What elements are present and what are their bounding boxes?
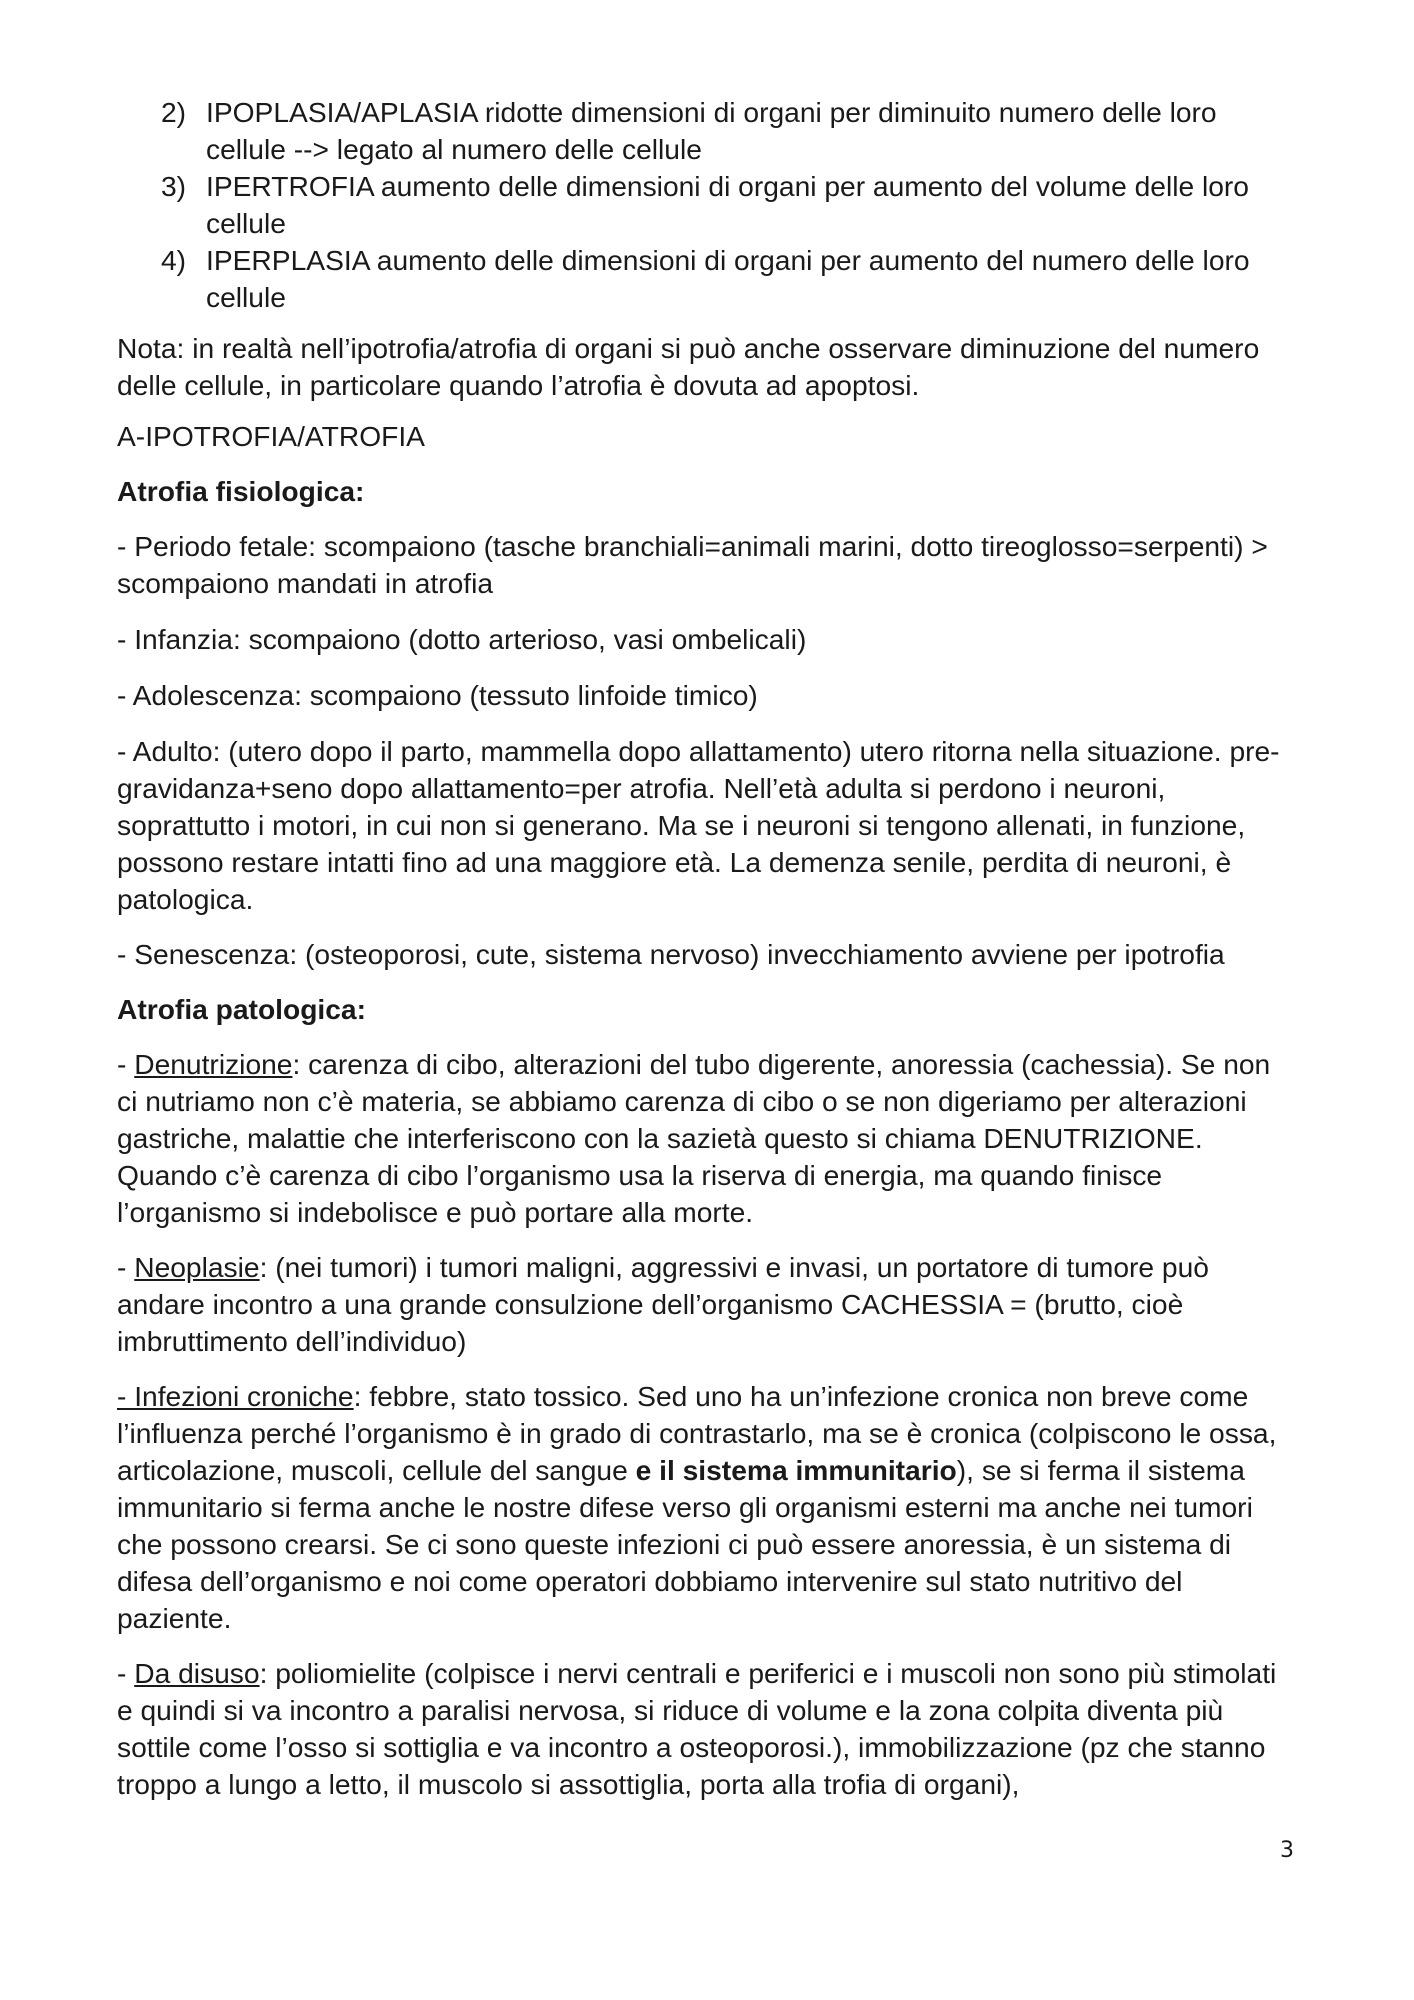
disuso-term: Da disuso — [134, 1657, 260, 1689]
senescenza-paragraph: - Senescenza: (osteoporosi, cute, sistema nervoso) invecchiamento avviene per ipotrofia — [117, 938, 1225, 970]
list-item — [117, 242, 1297, 316]
infezioni-term: - Infezioni croniche — [117, 1380, 354, 1412]
fisiologica-heading: Atrofia fisiologica: — [117, 475, 365, 507]
neoplasie-term: Neoplasie — [134, 1251, 260, 1283]
adolescenza-paragraph: - Adolescenza: scompaiono (tessuto linfoide timico) — [117, 679, 758, 711]
list-item-number: 2) — [161, 96, 187, 128]
denutrizione-term: Denutrizione — [134, 1048, 293, 1080]
infanzia-paragraph: - Infanzia: scompaiono (dotto arterioso, vasi ombelicali) — [117, 623, 807, 655]
denutrizione-text: : carenza di cibo, alterazioni del tubo digerente, anoressia (cachessia). Se non ci nutriamo non c’è materia, se abbiamo carenza di cibo o se non digeriamo per alterazioni gastriche, malattie che interferiscono con la sazietà questo si chiama DENUTRIZIONE. Quando c’è carenza di cibo l’organismo usa la riserva di energia, ma quando finisce l’organismo si indebolisce e può portare alla morte. — [117, 1048, 1271, 1228]
infezioni-bold-text: e il sistema immunitario — [635, 1454, 957, 1486]
disuso-text: : poliomielite (colpisce i nervi centrali e periferici e i muscoli non sono più stimolati e quindi si va incontro a paralisi nervosa, si riduce di volume e la zona colpita diventa più sottile come l’osso si sottiglia e va incontro a osteoporosi.), immobilizzazione (pz che stanno troppo a lungo a letto, il muscolo si assottiglia, porta alla trofia di organi), — [117, 1657, 1277, 1800]
section-title: A-IPOTROFIA/ATROFIA — [117, 420, 425, 452]
infezioni-paragraph — [117, 1378, 1297, 1637]
list-item-text: IPERTROFIA aumento delle dimensioni di organi per aumento del volume delle loro cellule — [206, 170, 1249, 239]
page-number: 3 — [1280, 1838, 1294, 1863]
list-item-text: IPOPLASIA/APLASIA ridotte dimensioni di organi per diminuito numero delle loro cellule --> legato al numero delle cellule — [206, 96, 1217, 165]
infezioni-text-b: ), se si ferma il sistema immunitario si ferma anche le nostre difese verso gli organismi esterni ma anche nei tumori che possono crearsi. Se ci sono queste infezioni ci può essere anoressia, è un sistema di difesa dell’organismo e noi come operatori dobbiamo intervenire sul stato nutritivo del paziente. — [117, 1454, 1253, 1634]
periodo-fetale-paragraph: - Periodo fetale: scompaiono (tasche branchiali=animali marini, dotto tireoglosso=serpenti) > scompaiono mandati in atrofia — [117, 530, 1268, 599]
numbered-list — [117, 94, 1297, 316]
list-item-text: IPERPLASIA aumento delle dimensioni di organi per aumento del numero delle loro cellule — [206, 244, 1250, 313]
list-item-number: 3) — [161, 170, 187, 202]
patologica-heading: Atrofia patologica: — [117, 993, 366, 1025]
list-item — [117, 94, 1297, 168]
denutrizione-prefix: - — [117, 1048, 135, 1080]
adulto-paragraph: - Adulto: (utero dopo il parto, mammella dopo allattamento) utero ritorna nella situazione. pre-gravidanza+seno dopo allattamento=per atrofia. Nell’età adulta si perdono i neuroni, soprattutto i motori, in cui non si generano. Ma se i neuroni si tengono allenati, in funzione, possono restare intatti fino ad una maggiore età. La demenza senile, perdita di neuroni, è patologica. — [117, 735, 1280, 915]
document-page — [117, 94, 1297, 1803]
note-paragraph: Nota: in realtà nell’ipotrofia/atrofia di organi si può anche osservare diminuzione del numero delle cellule, in particolare quando l’atrofia è dovuta ad apoptosi. — [117, 332, 1260, 401]
list-item — [117, 168, 1297, 242]
disuso-paragraph — [117, 1655, 1297, 1803]
list-item-number: 4) — [161, 244, 187, 276]
neoplasie-paragraph — [117, 1249, 1297, 1360]
disuso-prefix: - — [117, 1657, 135, 1689]
neoplasie-text: : (nei tumori) i tumori maligni, aggressivi e invasi, un portatore di tumore può andare incontro a una grande consulzione dell’organismo CACHESSIA = (brutto, cioè imbruttimento dell’individuo) — [117, 1251, 1209, 1357]
infezioni-text-a: : febbre, stato tossico. Sed uno ha un’infezione cronica non breve come l’influenza perché l’organismo è in grado di contrastarlo, ma se è cronica (colpiscono le ossa, articolazione, muscoli, cellule del sangue — [117, 1380, 1277, 1486]
neoplasie-prefix: - — [117, 1251, 135, 1283]
denutrizione-paragraph — [117, 1046, 1297, 1231]
